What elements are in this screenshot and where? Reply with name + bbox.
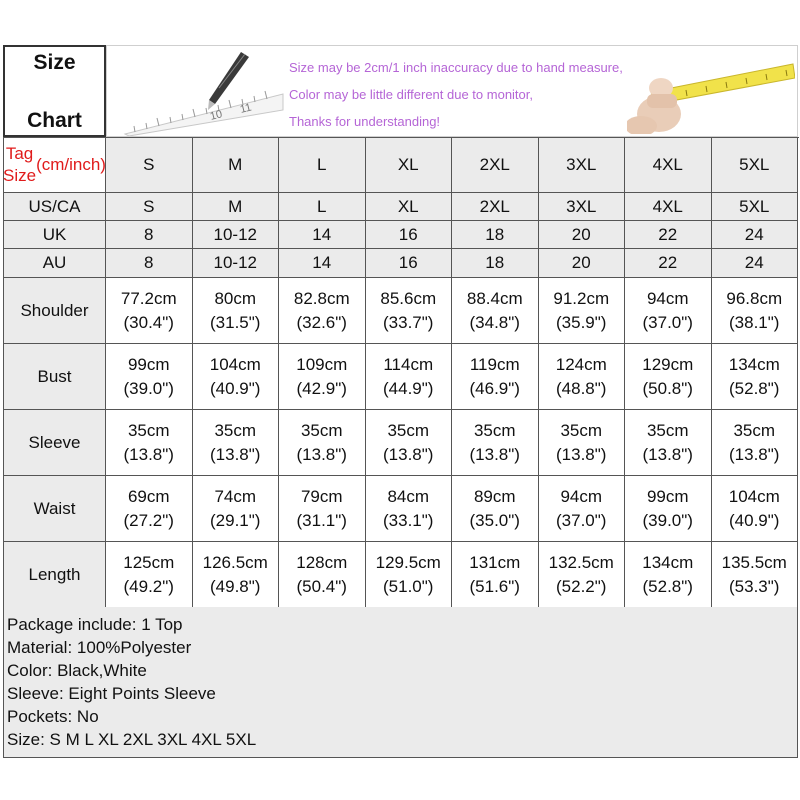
inch-value: (40.9") (729, 510, 780, 530)
waist-value-cell (279, 476, 366, 542)
cm-value: 109cm (296, 354, 348, 374)
shoulder-value-cell (539, 278, 626, 344)
inch-value: (49.2") (123, 576, 174, 596)
inch-value: (35.9") (556, 312, 607, 332)
cm-value: 96.8cm (726, 288, 783, 308)
us-ca-size-cell: 2XL (452, 193, 539, 221)
cm-value: 79cm (300, 486, 343, 506)
inch-value: (40.9") (210, 378, 261, 398)
sleeve-value-cell (452, 410, 539, 476)
us-ca-size-cell: S (106, 193, 193, 221)
cm-value: 94cm (560, 486, 603, 506)
length-value-cell (712, 542, 799, 608)
tag-size-cell: 3XL (539, 138, 626, 193)
notice-line-2: Color may be little different due to monitor, (289, 87, 533, 102)
uk-size-cell: 22 (625, 221, 712, 249)
au-size-cell: 14 (279, 249, 366, 278)
sleeve-value-cell (366, 410, 453, 476)
tag-size-unit: (cm/inch) (36, 155, 106, 174)
inch-value: (34.8") (469, 312, 520, 332)
cm-value: 131cm (469, 552, 521, 572)
inch-value: (13.8") (210, 444, 261, 464)
pen-ruler-icon (115, 48, 285, 136)
inch-value: (31.1") (296, 510, 347, 530)
length-value-cell (279, 542, 366, 608)
cm-value: 134cm (728, 354, 780, 374)
bust-value-cell (193, 344, 280, 410)
length-value-cell (193, 542, 280, 608)
inch-value: (39.0") (123, 378, 174, 398)
sleeve-value-cell (193, 410, 280, 476)
bust-value-cell (452, 344, 539, 410)
inch-value: (50.8") (642, 378, 693, 398)
inch-value: (46.9") (469, 378, 520, 398)
cm-value: 126.5cm (202, 552, 268, 572)
cm-value: 104cm (728, 486, 780, 506)
us-ca-size-cell: M (193, 193, 280, 221)
cm-value: 132.5cm (548, 552, 614, 572)
shoulder-value-cell (106, 278, 193, 344)
uk-size-cell: 10-12 (193, 221, 280, 249)
tag-size-cell: S (106, 138, 193, 193)
waist-value-cell (366, 476, 453, 542)
shoulder-value-cell (279, 278, 366, 344)
us-ca-size-cell: 4XL (625, 193, 712, 221)
row-label-sleeve: Sleeve (4, 410, 106, 476)
bust-value-cell (712, 344, 799, 410)
length-value-cell (625, 542, 712, 608)
inch-value: (33.1") (383, 510, 434, 530)
ruler-number-10: 10 (208, 108, 224, 123)
shoulder-value-cell (452, 278, 539, 344)
inch-value: (13.8") (296, 444, 347, 464)
title-line-1: Size (33, 50, 76, 74)
detail-size: Size: S M L XL 2XL 3XL 4XL 5XL (7, 730, 257, 749)
shoulder-value-cell (712, 278, 799, 344)
uk-size-cell: 14 (279, 221, 366, 249)
inch-value: (35.0") (469, 510, 520, 530)
uk-size-cell: 24 (712, 221, 799, 249)
cm-value: 35cm (387, 420, 430, 440)
length-value-cell (539, 542, 626, 608)
cm-value: 35cm (214, 420, 257, 440)
inch-value: (31.5") (210, 312, 261, 332)
detail-sleeve: Sleeve: Eight Points Sleeve (7, 684, 216, 703)
au-size-cell: 24 (712, 249, 799, 278)
inch-value: (53.3") (729, 576, 780, 596)
inch-value: (48.8") (556, 378, 607, 398)
inch-value: (13.8") (469, 444, 520, 464)
tag-size-cell: 5XL (712, 138, 799, 193)
sleeve-value-cell (106, 410, 193, 476)
inch-value: (13.8") (383, 444, 434, 464)
shoulder-value-cell (625, 278, 712, 344)
size-chart-table (3, 137, 799, 608)
cm-value: 128cm (296, 552, 348, 572)
au-size-cell: 8 (106, 249, 193, 278)
inch-value: (27.2") (123, 510, 174, 530)
shoulder-value-cell (366, 278, 453, 344)
inch-value: (52.8") (729, 378, 780, 398)
sleeve-value-cell (279, 410, 366, 476)
cm-value: 35cm (127, 420, 170, 440)
inch-value: (13.8") (123, 444, 174, 464)
sleeve-value-cell (625, 410, 712, 476)
inch-value: (44.9") (383, 378, 434, 398)
cm-value: 91.2cm (553, 288, 610, 308)
cm-value: 35cm (473, 420, 516, 440)
cm-value: 84cm (387, 486, 430, 506)
cm-value: 99cm (646, 486, 689, 506)
cm-value: 35cm (560, 420, 603, 440)
cm-value: 135.5cm (721, 552, 787, 572)
notice-line-1: Size may be 2cm/1 inch inaccuracy due to hand measure, (289, 60, 623, 75)
length-value-cell (452, 542, 539, 608)
product-details (3, 607, 798, 758)
bust-value-cell (279, 344, 366, 410)
waist-value-cell (625, 476, 712, 542)
size-chart-header (0, 45, 800, 137)
inch-value: (29.1") (210, 510, 261, 530)
au-size-cell: 20 (539, 249, 626, 278)
au-size-cell: 10-12 (193, 249, 280, 278)
inch-value: (13.8") (556, 444, 607, 464)
sleeve-value-cell (539, 410, 626, 476)
cm-value: 35cm (300, 420, 343, 440)
detail-color: Color: Black,White (7, 661, 147, 680)
title-line-2: Chart (27, 108, 82, 132)
us-ca-size-cell: 3XL (539, 193, 626, 221)
inch-value: (50.4") (296, 576, 347, 596)
uk-size-cell: 18 (452, 221, 539, 249)
cm-value: 77.2cm (120, 288, 177, 308)
waist-value-cell (193, 476, 280, 542)
us-ca-size-cell: 5XL (712, 193, 799, 221)
notice-banner (106, 45, 798, 137)
row-label-waist: Waist (4, 476, 106, 542)
inch-value: (30.4") (123, 312, 174, 332)
ruler-number-11: 11 (238, 101, 253, 116)
au-size-cell: 16 (366, 249, 453, 278)
inch-value: (49.8") (210, 576, 261, 596)
shoulder-value-cell (193, 278, 280, 344)
row-label-uk: UK (4, 221, 106, 249)
bust-value-cell (366, 344, 453, 410)
us-ca-size-cell: XL (366, 193, 453, 221)
waist-value-cell (539, 476, 626, 542)
cm-value: 114cm (383, 354, 434, 374)
cm-value: 74cm (214, 486, 257, 506)
tag-size-cell: 2XL (452, 138, 539, 193)
cm-value: 82.8cm (293, 288, 350, 308)
row-label-au: AU (4, 249, 106, 278)
detail-material: Material: 100%Polyester (7, 638, 192, 657)
inch-value: (13.8") (642, 444, 693, 464)
tag-size-cell: L (279, 138, 366, 193)
inch-value: (32.6") (296, 312, 347, 332)
sleeve-value-cell (712, 410, 799, 476)
bust-value-cell (625, 344, 712, 410)
cm-value: 35cm (646, 420, 689, 440)
tag-size-cell: M (193, 138, 280, 193)
row-label-us-ca: US/CA (4, 193, 106, 221)
waist-value-cell (106, 476, 193, 542)
cm-value: 119cm (469, 354, 520, 374)
cm-value: 69cm (127, 486, 170, 506)
uk-size-cell: 20 (539, 221, 626, 249)
cm-value: 85.6cm (380, 288, 437, 308)
cm-value: 88.4cm (466, 288, 523, 308)
inch-value: (52.8") (642, 576, 693, 596)
cm-value: 80cm (214, 288, 257, 308)
cm-value: 89cm (473, 486, 516, 506)
bust-value-cell (539, 344, 626, 410)
uk-size-cell: 8 (106, 221, 193, 249)
tag-size-cell: XL (366, 138, 453, 193)
inch-value: (39.0") (642, 510, 693, 530)
au-size-cell: 18 (452, 249, 539, 278)
row-label-bust: Bust (4, 344, 106, 410)
detail-pockets: Pockets: No (7, 707, 99, 726)
notice-line-3: Thanks for understanding! (289, 114, 441, 129)
us-ca-size-cell: L (279, 193, 366, 221)
uk-size-cell: 16 (366, 221, 453, 249)
inch-value: (52.2") (556, 576, 607, 596)
au-size-cell: 22 (625, 249, 712, 278)
cm-value: 125cm (123, 552, 175, 572)
notice-text (289, 59, 623, 140)
inch-value: (42.9") (296, 378, 347, 398)
tag-size-cell: 4XL (625, 138, 712, 193)
cm-value: 134cm (642, 552, 694, 572)
inch-value: (37.0") (642, 312, 693, 332)
cm-value: 99cm (127, 354, 170, 374)
cm-value: 35cm (733, 420, 776, 440)
inch-value: (37.0") (556, 510, 607, 530)
tag-size-label: Tag Size (3, 144, 37, 185)
inch-value: (13.8") (729, 444, 780, 464)
tag-size-header (4, 138, 106, 193)
row-label-length: Length (4, 542, 106, 608)
cm-value: 94cm (646, 288, 689, 308)
inch-value: (33.7") (383, 312, 434, 332)
cm-value: 124cm (555, 354, 607, 374)
waist-value-cell (712, 476, 799, 542)
hand-tape-measure-icon (627, 54, 795, 134)
inch-value: (38.1") (729, 312, 780, 332)
length-value-cell (366, 542, 453, 608)
cm-value: 129.5cm (375, 552, 441, 572)
cm-value: 129cm (642, 354, 694, 374)
size-chart-title-cell (3, 45, 106, 137)
bust-value-cell (106, 344, 193, 410)
detail-package: Package include: 1 Top (7, 615, 183, 634)
waist-value-cell (452, 476, 539, 542)
cm-value: 104cm (209, 354, 261, 374)
inch-value: (51.6") (469, 576, 520, 596)
inch-value: (51.0") (383, 576, 434, 596)
row-label-shoulder: Shoulder (4, 278, 106, 344)
length-value-cell (106, 542, 193, 608)
